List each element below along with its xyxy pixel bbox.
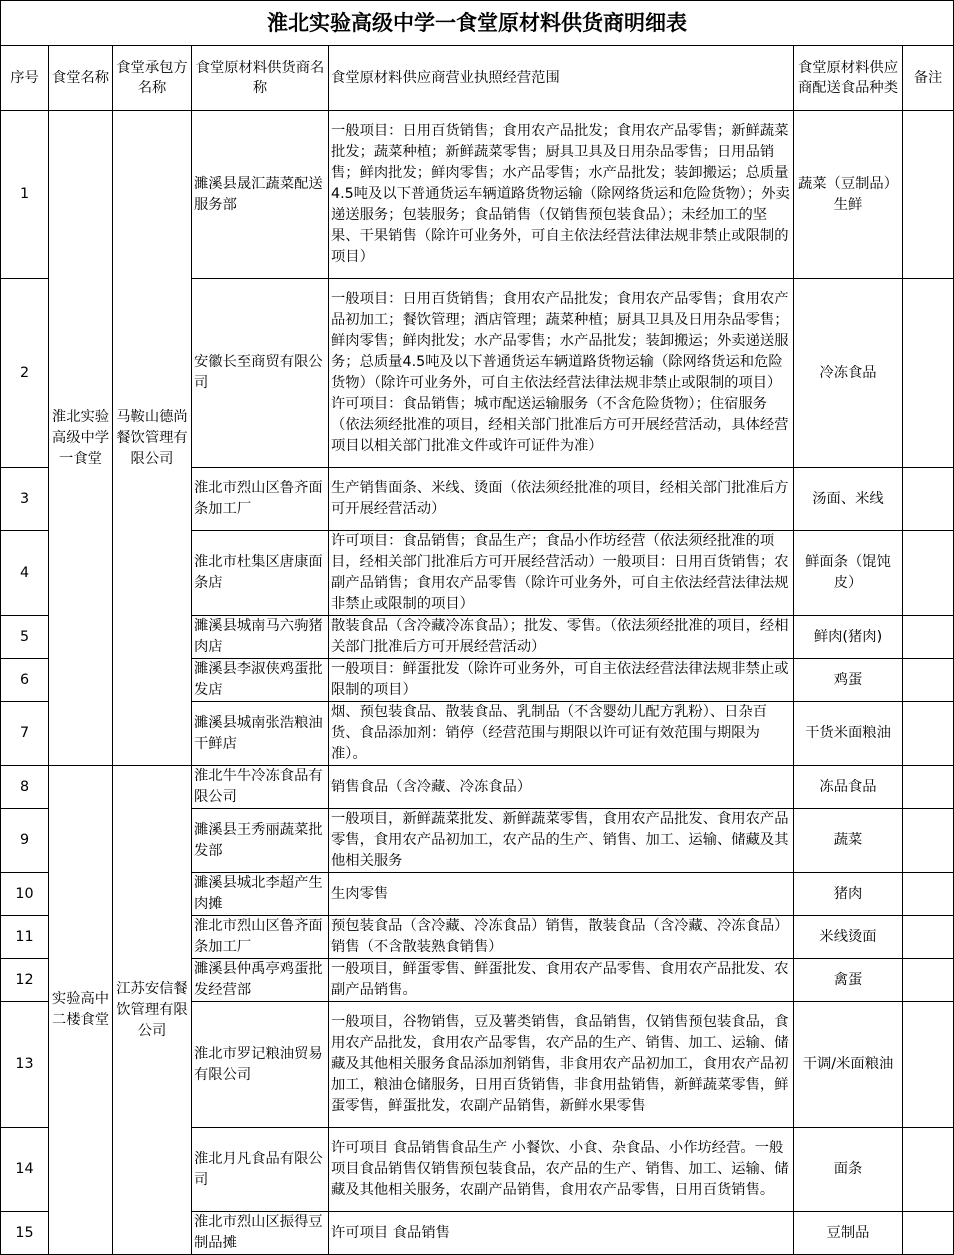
row-seq: 11 [1,916,49,959]
row-seq: 6 [1,659,49,702]
row-seq: 13 [1,1002,49,1128]
row-note [903,1128,954,1212]
row-seq: 4 [1,531,49,616]
row-note [903,531,954,616]
business-scope: 预包装食品（含冷藏、冷冻食品）销售，散装食品（含冷藏、冷冻食品）销售（不含散装熟食销售） [329,916,794,959]
table-row [1,766,954,809]
business-scope: 生产销售面条、米线、烫面（依法须经批准的项目，经相关部门批准后方可开展经营活动） [329,468,794,531]
supplier-name: 濉溪县李淑侠鸡蛋批发店 [192,659,329,702]
supplier-name: 濉溪县城南马六驹猪肉店 [192,616,329,659]
supplier-name: 淮北月凡食品有限公司 [192,1128,329,1212]
business-scope: 许可项目 食品销售 [329,1212,794,1255]
business-scope: 一般项目：日用百货销售；食用农产品批发；食用农产品零售；食用农产品初加工；餐饮管理；酒店管理；蔬菜种植；厨具卫具及日用杂品零售；鲜肉零售；鲜肉批发；水产品零售；水产品批发；装卸搬运；外卖递送服务；总质量4.5吨及以下普通货运车辆道路货物运输（除网络货运和危险货物）（除许可业务外，可自主依法经营法律法规非禁止或限制的项目）许可项目：食品销售；城市配送运输服务（不含危险货物）；住宿服务（依法须经批准的项目，经相关部门批准后方可开展经营活动，具体经营项目以相关部门批准文件或许可证件为准） [329,279,794,468]
row-note [903,766,954,809]
title-row [1,1,954,46]
food-category: 鸡蛋 [794,659,903,702]
row-note [903,916,954,959]
supplier-name: 濉溪县王秀丽蔬菜批发部 [192,809,329,873]
supplier-name: 濉溪县城南张浩粮油干鲜店 [192,702,329,766]
row-seq: 3 [1,468,49,531]
header-category: 食堂原材料供应商配送食品种类 [794,46,903,111]
food-category: 冷冻食品 [794,279,903,468]
business-scope: 一般项目：鲜蛋批发（除许可业务外，可自主依法经营法律法规非禁止或限制的项目） [329,659,794,702]
row-seq: 8 [1,766,49,809]
header-contractor: 食堂承包方名称 [113,46,192,111]
food-category: 鲜面条（馄饨皮） [794,531,903,616]
supplier-name: 淮北市杜集区唐康面条店 [192,531,329,616]
row-note [903,279,954,468]
row-seq: 9 [1,809,49,873]
business-scope: 许可项目：食品销售；食品生产；食品小作坊经营（依法须经批准的项目，经相关部门批准后方可开展经营活动）一般项目：日用百货销售；农副产品销售；食用农产品零售（除许可业务外，可自主依法经营法律法规非禁止或限制的项目） [329,531,794,616]
row-seq: 2 [1,279,49,468]
supplier-name: 濉溪县仲禹亭鸡蛋批发经营部 [192,959,329,1002]
row-note [903,616,954,659]
business-scope: 一般项目，新鲜蔬菜批发、新鲜蔬菜零售，食用农产品批发、食用农产品零售，食用农产品初加工，农产品的生产、销售、加工、运输、储藏及其他相关服务 [329,809,794,873]
row-seq: 10 [1,873,49,916]
row-note [903,959,954,1002]
business-scope: 一般项目：日用百货销售；食用农产品批发；食用农产品零售；新鲜蔬菜批发；蔬菜种植；新鲜蔬菜零售；厨具卫具及日用杂品零售；日用品销售；鲜肉批发；鲜肉零售；水产品零售；水产品批发；装卸搬运；总质量4.5吨及以下普通货运车辆道路货物运输（除网络货运和危险货物）；外卖递送服务；包装服务；食品销售（仅销售预包装食品）；未经加工的坚果、干果销售（除许可业务外，可自主依法经营法律法规非禁止或限制的项目） [329,111,794,279]
business-scope: 生肉零售 [329,873,794,916]
row-seq: 14 [1,1128,49,1212]
header-seq: 序号 [1,46,49,111]
business-scope: 散装食品（含冷藏冷冻食品）；批发、零售。（依法须经批准的项目，经相关部门批准后方可开展经营活动） [329,616,794,659]
supplier-name: 安徽长至商贸有限公司 [192,279,329,468]
supplier-name: 淮北市烈山区鲁齐面条加工厂 [192,468,329,531]
row-note [903,1212,954,1255]
food-category: 干调/米面粮油 [794,1002,903,1128]
contractor-name: 马鞍山德尚餐饮管理有限公司 [113,111,192,766]
business-scope: 烟、预包装食品、散装食品、乳制品（不含婴幼儿配方乳粉）、日杂百货、食品添加剂：销停（经营范围与期限以许可证有效范围与期限为准）。 [329,702,794,766]
business-scope: 一般项目，鲜蛋零售、鲜蛋批发、食用农产品零售、食用农产品批发、农副产品销售。 [329,959,794,1002]
food-category: 蔬菜 [794,809,903,873]
food-category: 米线烫面 [794,916,903,959]
supplier-name: 濉溪县城北李超产生肉摊 [192,873,329,916]
food-category: 猪肉 [794,873,903,916]
food-category: 干货米面粮油 [794,702,903,766]
row-note [903,1002,954,1128]
header-supplier: 食堂原材料供货商名称 [192,46,329,111]
row-note [903,659,954,702]
canteen-name: 淮北实验高级中学一食堂 [49,111,113,766]
business-scope: 销售食品（含冷藏、冷冻食品） [329,766,794,809]
supplier-name: 淮北市烈山区鲁齐面条加工厂 [192,916,329,959]
business-scope: 一般项目，谷物销售，豆及薯类销售，食品销售，仅销售预包装食品，食用农产品批发，食用农产品零售，农产品的生产、销售、加工、运输、储藏及其他相关服务食品添加剂销售，非食用农产品初加工，食用农产品初加工，粮油仓储服务，日用百货销售，非食用盐销售，新鲜蔬菜零售，鲜蛋零售，鲜蛋批发，农副产品销售，新鲜水果零售 [329,1002,794,1128]
row-note [903,702,954,766]
business-scope: 许可项目 食品销售食品生产 小餐饮、小食、杂食品、小作坊经营。一般项目食品销售仅销售预包装食品，农产品的生产、销售、加工、运输、储藏及其他相关服务，农副产品销售，食用农产品零售，日用百货销售。 [329,1128,794,1212]
food-category: 面条 [794,1128,903,1212]
header-note: 备注 [903,46,954,111]
row-seq: 15 [1,1212,49,1255]
supplier-name: 淮北市烈山区振得豆制品摊 [192,1212,329,1255]
supplier-name: 淮北牛牛冷冻食品有限公司 [192,766,329,809]
food-category: 鲜肉(猪肉) [794,616,903,659]
row-seq: 7 [1,702,49,766]
row-seq: 5 [1,616,49,659]
supplier-name: 濉溪县晟汇蔬菜配送服务部 [192,111,329,279]
header-row [1,46,954,111]
row-note [903,809,954,873]
food-category: 蔬菜（豆制品）生鲜 [794,111,903,279]
header-canteen: 食堂名称 [49,46,113,111]
page-title: 淮北实验高级中学一食堂原材料供货商明细表 [1,1,954,46]
row-note [903,468,954,531]
food-category: 冻品食品 [794,766,903,809]
table-row [1,111,954,279]
row-note [903,873,954,916]
row-seq: 12 [1,959,49,1002]
food-category: 禽蛋 [794,959,903,1002]
row-note [903,111,954,279]
food-category: 豆制品 [794,1212,903,1255]
contractor-name: 江苏安信餐饮管理有限公司 [113,766,192,1255]
header-scope: 食堂原材料供应商营业执照经营范围 [329,46,794,111]
supplier-name: 淮北市罗记粮油贸易有限公司 [192,1002,329,1128]
food-category: 汤面、米线 [794,468,903,531]
canteen-name: 实验高中二楼食堂 [49,766,113,1255]
row-seq: 1 [1,111,49,279]
